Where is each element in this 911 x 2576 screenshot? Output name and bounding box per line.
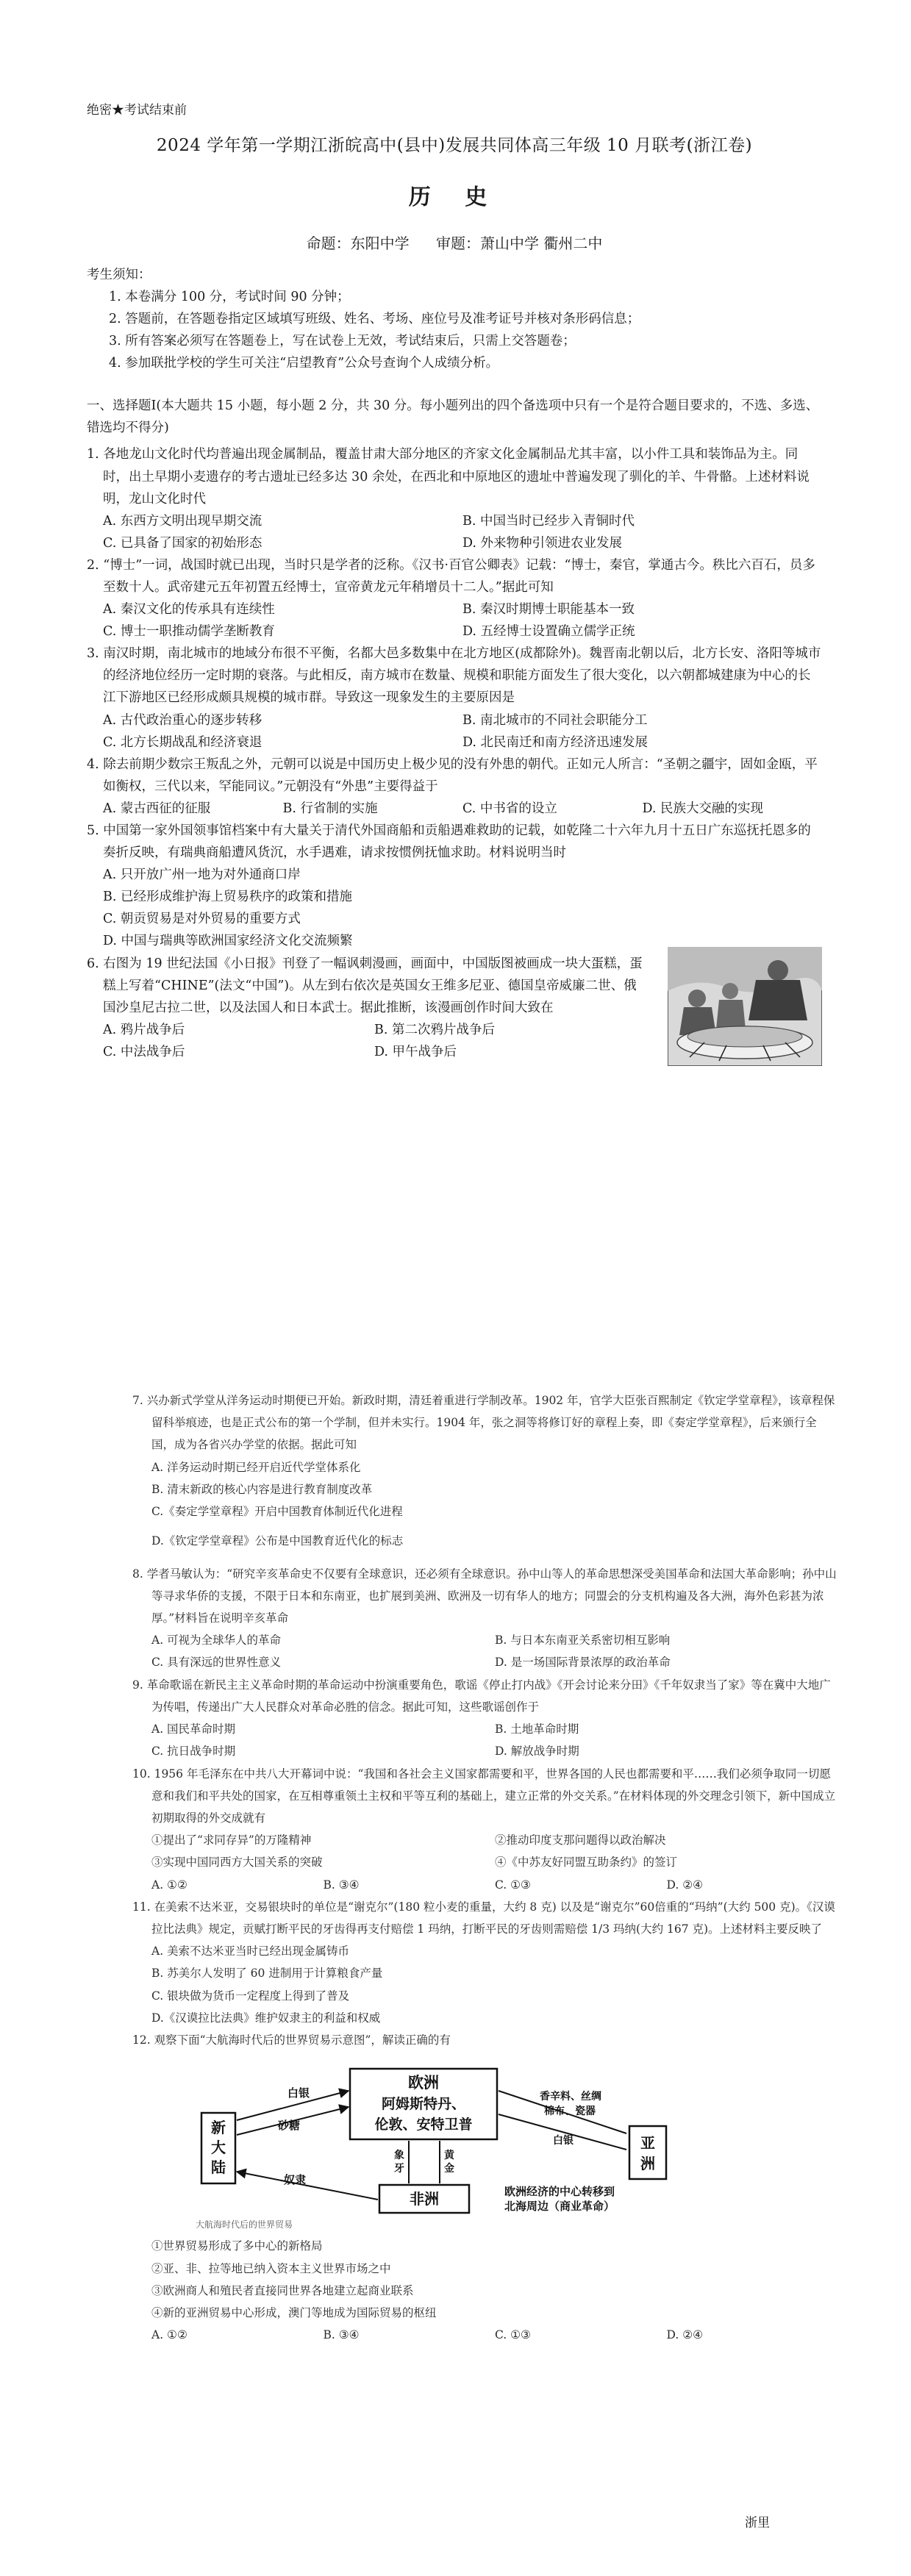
- option-d: D.《钦定学堂章程》公布是中国教育近代化的标志: [151, 1534, 404, 1548]
- option-c: C. 已具备了国家的初始形态: [103, 535, 262, 551]
- silver-asia-label: 白银: [553, 2134, 574, 2147]
- exam-title: 2024 学年第一学期江浙皖高中(县中)发展共同体高三年级 10 月联考(浙江卷): [156, 136, 753, 156]
- option-a: A. 可视为全球华人的革命: [151, 1634, 282, 1647]
- secret-mark: 绝密★考试结束前: [87, 103, 187, 118]
- option-b: B. ③④: [323, 2328, 360, 2342]
- option-d: D. 五经博士设置确立儒学正统: [462, 624, 635, 640]
- question-stem: 8. 学者马敏认为：“研究辛亥革命史不仅要有全球意识，还必须有全球意识。孙中山等人的革命思想深受美国革命和法国大革命影响；孙中山等寻求华侨的支援，不限于日本和东南亚，也扩展到美洲、欧洲及一切有华人的地方；同盟会的分支机构遍及各大洲，海外色彩甚为浓厚。”材料旨在说明辛亥革命: [132, 1567, 837, 1625]
- option-a: A. ①②: [151, 1878, 187, 1892]
- option-a: A. 鸦片战争后: [103, 1022, 185, 1037]
- question-stem: 9. 革命歌谣在新民主主义革命时期的革命运动中扮演重要角色，歌谣《停止打内战》《开会讨论来分田》《千年奴隶当了家》等在冀中大地广为传唱，传递出广大人民群众对革命必胜的信念。据此可知，这些歌谣创作于: [132, 1678, 831, 1714]
- option-d: D. 民族大交融的实现: [642, 801, 764, 816]
- notice-item: 3. 所有答案必须写在答题卷上，写在试卷上无效，考试结束后，只需上交答题卷；: [109, 334, 576, 349]
- new-world-label: 陆: [211, 2160, 226, 2177]
- exam-bottom-section: [132, 1389, 838, 2346]
- option-a: A. ①②: [151, 2328, 187, 2342]
- asia-label: 亚: [640, 2136, 655, 2153]
- option-a: A. 东西方文明出现早期交流: [103, 513, 262, 529]
- notice-item: 1. 本卷满分 100 分，考试时间 90 分钟；: [109, 289, 350, 304]
- notice-item: 4. 参加联批学校的学生可关注“启望教育”公众号查询个人成绩分析。: [109, 356, 499, 371]
- option-c: C. 中书省的设立: [462, 801, 557, 816]
- option-b: B. ③④: [323, 1878, 360, 1892]
- gold-label: 黄: [444, 2149, 454, 2161]
- footer-mark: 浙里: [745, 2516, 770, 2530]
- author-line: [87, 231, 822, 256]
- europe-shift-note: 北海周边（商业革命）: [504, 2200, 615, 2214]
- option-c: C. 具有深远的世界性意义: [151, 1656, 282, 1670]
- question-7: [132, 1389, 838, 1553]
- sugar-label: 砂糖: [278, 2119, 301, 2133]
- diagram-caption: 大航海时代后的世界贸易: [196, 2219, 293, 2230]
- statement-3: ③实现中国同西方大国关系的突破: [151, 1856, 323, 1870]
- notice-list: [109, 286, 822, 374]
- option-d: D. 甲午战争后: [374, 1044, 457, 1059]
- new-world-label: 新: [211, 2120, 226, 2137]
- option-c: C. 银块做为货币一定程度上得到了普及: [151, 1989, 350, 2003]
- option-d: D. 解放战争时期: [495, 1745, 579, 1759]
- option-b: B. 南北城市的不同社会职能分工: [462, 712, 648, 728]
- statement-3: ③欧洲商人和殖民者直接同世界各地建立起商业联系: [151, 2283, 414, 2297]
- world-trade-diagram: [196, 2061, 681, 2230]
- option-d: D. 是一场国际背景浓厚的政治革命: [495, 1656, 671, 1670]
- africa-label: 非洲: [410, 2192, 439, 2208]
- notice-item: 2. 答题前，在答题卷指定区域填写班级、姓名、考场、座位号及准考证号并核对条形码信息；: [109, 311, 640, 326]
- option-b: B. 清末新政的核心内容是进行教育制度改革: [151, 1482, 373, 1496]
- question-stem: 4. 除去前期少数宗王叛乱之外，元朝可以说是中国历史上极少见的没有外患的朝代。正如元人所言：“圣朝之疆宇，固如金瓯，平如衡权，三代以来，罕能同议。”元朝没有“外患”主要得益于: [87, 756, 818, 794]
- question-3: [87, 643, 822, 753]
- asia-label: 洲: [640, 2156, 655, 2173]
- option-c: C. ①③: [495, 2328, 531, 2342]
- question-stem: 2. “博士”一词，战国时就已出现，当时只是学者的泛称。《汉书·百官公卿表》记载：“博士，秦官，掌通古今。秩比六百石，员多至数十人。武帝建元五年初置五经博士，宣帝黄龙元年稍增员十二人。”据此可知: [87, 557, 815, 595]
- option-c: C.《奏定学堂章程》开启中国教育体制近代化进程: [151, 1505, 403, 1519]
- option-c: C. 朝贡贸易是对外贸易的重要方式: [103, 912, 301, 927]
- option-b: B. 已经形成维护海上贸易秩序的政策和措施: [103, 890, 352, 905]
- subject-title: 历 史: [408, 184, 501, 210]
- statement-2: ②推动印度支那问题得以政治解决: [495, 1833, 666, 1847]
- question-stem: 12. 观察下面“大航海时代后的世界贸易示意图”，解读正确的有: [132, 2033, 451, 2047]
- notice-heading: 考生须知：: [87, 267, 151, 282]
- question-10: [132, 1763, 838, 1896]
- statement-1: ①世界贸易形成了多中心的新格局: [151, 2239, 323, 2253]
- new-world-label: 大: [211, 2140, 226, 2157]
- question-stem: 3. 南汉时期，南北城市的地域分布很不平衡，名都大邑多数集中在北方地区(成都除外)。魏晋南北朝以后，北方长安、洛阳等城市的经济地位经历一定时期的衰落。与此相反，南方城市在数量、规模和职能方面发生了很大变化，以六朝都城建康为中心的长江下游地区已经形成颇具规模的城市群。导致这一现象发生的主要原因是: [87, 646, 821, 706]
- question-stem: 6. 右图为 19 世纪法国《小日报》刊登了一幅讽刺漫画，画面中，中国版图被画成一块大蛋糕，蛋糕上写着“CHINE”(法文“中国”)。从左到右依次是英国女王维多尼亚、德国皇帝威廉二世、俄国沙皇尼古拉二世，以及法国人和日本武士。据此推断，该漫画创作时间大致在: [87, 956, 643, 1015]
- question-stem: 1. 各地龙山文化时代均普遍出现金属制品，覆盖甘肃大部分地区的齐家文化金属制品尤其丰富，以小件工具和装饰品为主。同时，出土早期小麦遗存的考古遗址已经多达 30 余处，在西北和中原地区的遗址中普遍发现了驯化的羊、牛骨骼。上述材料说明，龙山文化时代: [87, 447, 810, 507]
- option-b: B. 土地革命时期: [495, 1722, 579, 1736]
- option-c: C. 北方长期战乱和经济衰退: [103, 734, 262, 750]
- question-5: [87, 820, 822, 953]
- statement-2: ②亚、非、拉等地已纳入资本主义世界市场之中: [151, 2261, 391, 2275]
- question-stem: 5. 中国第一家外国领事馆档案中有大量关于清代外国商船和贡船遇难救助的记载，如乾隆二十六年九月十五日广东巡抚托恩多的奏折反映，有瑞典商船遭风货沉，水手遇难，请求按惯例抚恤求助。材料说明当时: [87, 823, 811, 861]
- question-4: [87, 754, 822, 820]
- europe-cities: 伦敦、安特卫普: [374, 2117, 473, 2133]
- question-2: [87, 554, 822, 643]
- europe-label: 欧洲: [408, 2075, 439, 2092]
- option-a: A. 洋务运动时期已经开启近代学堂体系化: [151, 1460, 361, 1474]
- spice-label: 香辛料、丝绸: [540, 2090, 601, 2103]
- option-c: C. ①③: [495, 1878, 531, 1892]
- silver-label: 白银: [287, 2087, 310, 2100]
- ivory-label: 牙: [394, 2162, 404, 2175]
- gold-label: 金: [444, 2162, 454, 2175]
- option-d: D. 外来物种引领进农业发展: [462, 535, 623, 551]
- option-d: D. ②④: [666, 1878, 704, 1892]
- author-reviewers: 审题：萧山中学 衢州二中: [436, 235, 603, 253]
- option-c: C. 博士一职推动儒学垄断教育: [103, 624, 275, 640]
- option-a: A. 美索不达米亚当时已经出现金属铸币: [151, 1944, 350, 1958]
- spice-label: 棉布、瓷器: [544, 2105, 596, 2117]
- option-b: B. 行省制的实施: [282, 801, 378, 816]
- option-a: A. 只开放广州一地为对外通商口岸: [103, 867, 301, 883]
- question-9: [132, 1674, 838, 1763]
- option-b: B. 第二次鸦片战争后: [374, 1022, 495, 1037]
- option-c: C. 抗日战争时期: [151, 1745, 236, 1759]
- option-d: D. 中国与瑞典等欧洲国家经济文化交流频繁: [103, 934, 353, 949]
- europe-shift-note: 欧洲经济的中心转移到: [504, 2186, 615, 2199]
- option-d: D. ②④: [666, 2328, 704, 2342]
- exam-top-section: [87, 100, 822, 1063]
- option-b: B. 中国当时已经步入青铜时代: [462, 513, 635, 529]
- question-8: [132, 1563, 838, 1674]
- cake-cartoon-image: [668, 947, 822, 1066]
- statement-4: ④《中苏友好同盟互助条约》的签订: [495, 1856, 678, 1870]
- option-b: B. 与日本东南亚关系密切相互影响: [495, 1634, 671, 1647]
- option-a: A. 古代政治重心的逐步转移: [103, 712, 262, 728]
- option-a: A. 蒙古西征的征服: [103, 801, 211, 816]
- question-12: [132, 2029, 838, 2346]
- question-stem: 7. 兴办新式学堂从洋务运动时期便已开始。新政时期，清廷着重进行学制改革。1902 年，官学大臣张百熙制定《钦定学堂章程》，该章程保留科举痕迹，也是正式公布的第一个学制，但并未实行。1904 年，张之洞等将修订好的章程上奏，即《奏定学堂章程》，后来颁行全国，成为各省兴办学堂的依据。据此可知: [132, 1394, 835, 1452]
- option-d: D. 北民南迁和南方经济迅速发展: [462, 734, 649, 750]
- ivory-label: 象: [394, 2149, 404, 2161]
- slaves-label: 奴隶: [284, 2174, 307, 2187]
- question-1: [87, 443, 822, 554]
- europe-cities: 阿姆斯特丹、: [381, 2097, 466, 2113]
- option-c: C. 中法战争后: [103, 1044, 185, 1059]
- option-a: A. 国民革命时期: [151, 1722, 236, 1736]
- question-stem: 10. 1956 年毛泽东在中共八大开幕词中说：“我国和各社会主义国家都需要和平，世界各国的人民也都需要和平……我们必须争取同一切愿意和我们和平共处的国家，在互相尊重领土主权和平等互利的基础上，建立正常的外交关系。”在材料体现的外交理念引领下，新中国成立初期取得的外交成就有: [132, 1767, 836, 1825]
- option-d: D.《汉谟拉比法典》维护奴隶主的利益和权威: [151, 2011, 381, 2025]
- statement-4: ④新的亚洲贸易中心形成，澳门等地成为国际贸易的枢纽: [151, 2306, 437, 2319]
- part1-heading: 一、选择题Ⅰ(本大题共 15 小题，每小题 2 分，共 30 分。每小题列出的四个备选项中只有一个是符合题目要求的，不选、多选、错选均不得分): [87, 398, 819, 436]
- option-b: B. 苏美尔人发明了 60 进制用于计算粮食产量: [151, 1967, 383, 1981]
- question-11: [132, 1896, 838, 2029]
- statement-1: ①提出了“求同存异”的万隆精神: [151, 1833, 312, 1847]
- option-a: A. 秦汉文化的传承具有连续性: [103, 602, 275, 618]
- option-b: B. 秦汉时期博士职能基本一致: [462, 602, 635, 618]
- author-setters: 命题：东阳中学: [306, 235, 410, 253]
- question-stem: 11. 在美索不达米亚，交易银块时的单位是“谢克尔”(180 粒小麦的重量，大约 8 克) 以及是“谢克尔”60倍重的“玛纳”(大约 500 克)。《汉谟拉比法典》规定，贡赋打断平民的牙齿得再支付赔偿 1 玛纳，打断平民的牙齿则需赔偿 1/3 玛纳(大约 167 克)。上述材料主要反映了: [132, 1900, 835, 1936]
- question-6: [87, 953, 822, 1063]
